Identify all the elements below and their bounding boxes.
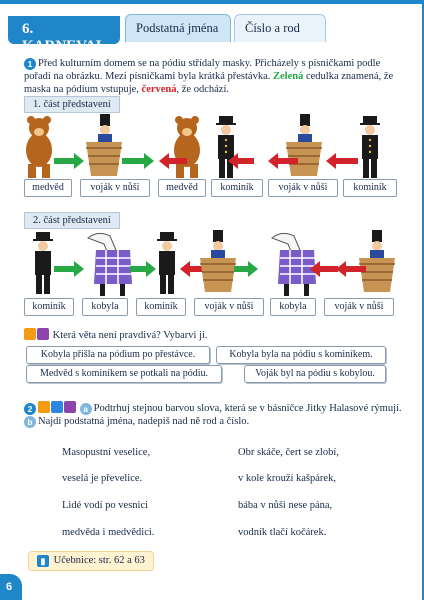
sentence-box-4[interactable]: Voják byl na pódiu s kobylou. [244,365,386,383]
part2-box-5: kobyla [270,298,316,316]
poem-line-right-3: bába v nůši nese pána, [238,500,333,511]
poem-line-left-3: Lidé vodí po vesnici [62,500,149,511]
poem-line-left-4: medvěda i medvědici. [62,527,155,538]
book-icon: ▮ [37,555,49,567]
sentence-box-2[interactable]: Kobyla byla na pódiu s kominíkem. [216,346,386,364]
part1-box-2: voják v nůši [80,179,150,197]
chimney-sweep-icon [33,232,53,294]
sentence-box-1[interactable]: Kobyla přišla na pódium po přestávce. [26,346,210,364]
tab-podstatna-jmena[interactable]: Podstatná jména [125,14,231,42]
page-number: 6 [0,574,22,600]
exercise-c-question: Která věta není pravdivá? Vybarvi ji. [24,328,208,341]
part1-box-3: medvěd [158,179,206,197]
pen-icon [51,401,63,413]
part2-label: 2. část představení [24,212,120,229]
soldier-in-basket-icon [286,114,322,176]
exercise2-number: 2 [24,403,36,415]
soldier-in-basket-icon [200,230,236,292]
part2-box-2: kobyla [82,298,128,316]
poem-line-right-4: vodník tlačí kočárek. [238,527,327,538]
part2-box-1: kominík [24,298,74,316]
arrow-right-green-icon [234,261,258,277]
horse-costume-icon [272,233,316,296]
red-word: červená [141,84,177,95]
arrow-right-green-icon [130,261,156,277]
bear-icon [174,116,200,178]
exercise1-text: 1 Před kulturním domem se na pódiu střídaly masky. Přicházely s písničkami podle pořadí na obrázku. Mezi písničkami byla krátká přestávka. Zelená cedulka znamená, že maska na pódium vstupuje, červená, že odchází. [24,58,394,95]
textbook-reference: ▮ Učebnice: str. 62 a 63 [28,551,154,571]
eye-icon [38,401,50,413]
arrow-right-green-icon [54,153,84,169]
poem-line-left-2: veselá je převelice. [62,473,143,484]
poem-line-left-1: Masopustní veselice, [62,447,151,458]
exercise2-text: 2 a Podtrhuj stejnou barvou slova, která se v básničce Jitky Halasové rýmují. b Najdi podstatná jména, nadepiš nad ně rod a číslo. [24,401,404,428]
arrow-right-green-icon [54,261,84,277]
part1-box-5: voják v nůši [268,179,338,197]
chimney-sweep-icon [157,232,177,294]
part2-box-4: voják v nůši [194,298,264,316]
sentence-box-3[interactable]: Medvěd s kominíkem se potkali na pódiu. [26,365,222,383]
part1-box-1: medvěd [24,179,72,197]
top-rule [0,0,424,4]
part2-box-6: voják v nůši [324,298,394,316]
pencil-icon [64,401,76,413]
part2-illustration [20,228,410,298]
chimney-sweep-icon [360,116,380,178]
part1-illustration [20,112,410,182]
bear-icon [26,116,52,178]
green-word: Zelená [273,71,304,82]
part1-box-6: kominík [343,179,397,197]
exercise1-number: 1 [24,58,36,70]
part1-label: 1. část představení [24,96,120,113]
soldier-in-basket-icon [359,230,395,292]
poem-line-right-2: v kole krouží kašpárek, [238,473,336,484]
pencil-icon [37,328,49,340]
horse-costume-icon [88,233,132,296]
part1-box-4: kominík [211,179,263,197]
part2-box-3: kominík [136,298,186,316]
arrow-left-red-icon [326,153,358,169]
arrow-right-green-icon [122,153,154,169]
eye-icon [24,328,36,340]
poem-line-right-1: Obr skáče, čert se zlobí, [238,447,339,458]
chimney-sweep-icon [216,116,236,178]
tab-cislo-a-rod[interactable]: Číslo a rod [234,14,326,42]
chapter-title: 6. KARNEVAL [8,16,120,44]
soldier-in-basket-icon [86,114,122,176]
